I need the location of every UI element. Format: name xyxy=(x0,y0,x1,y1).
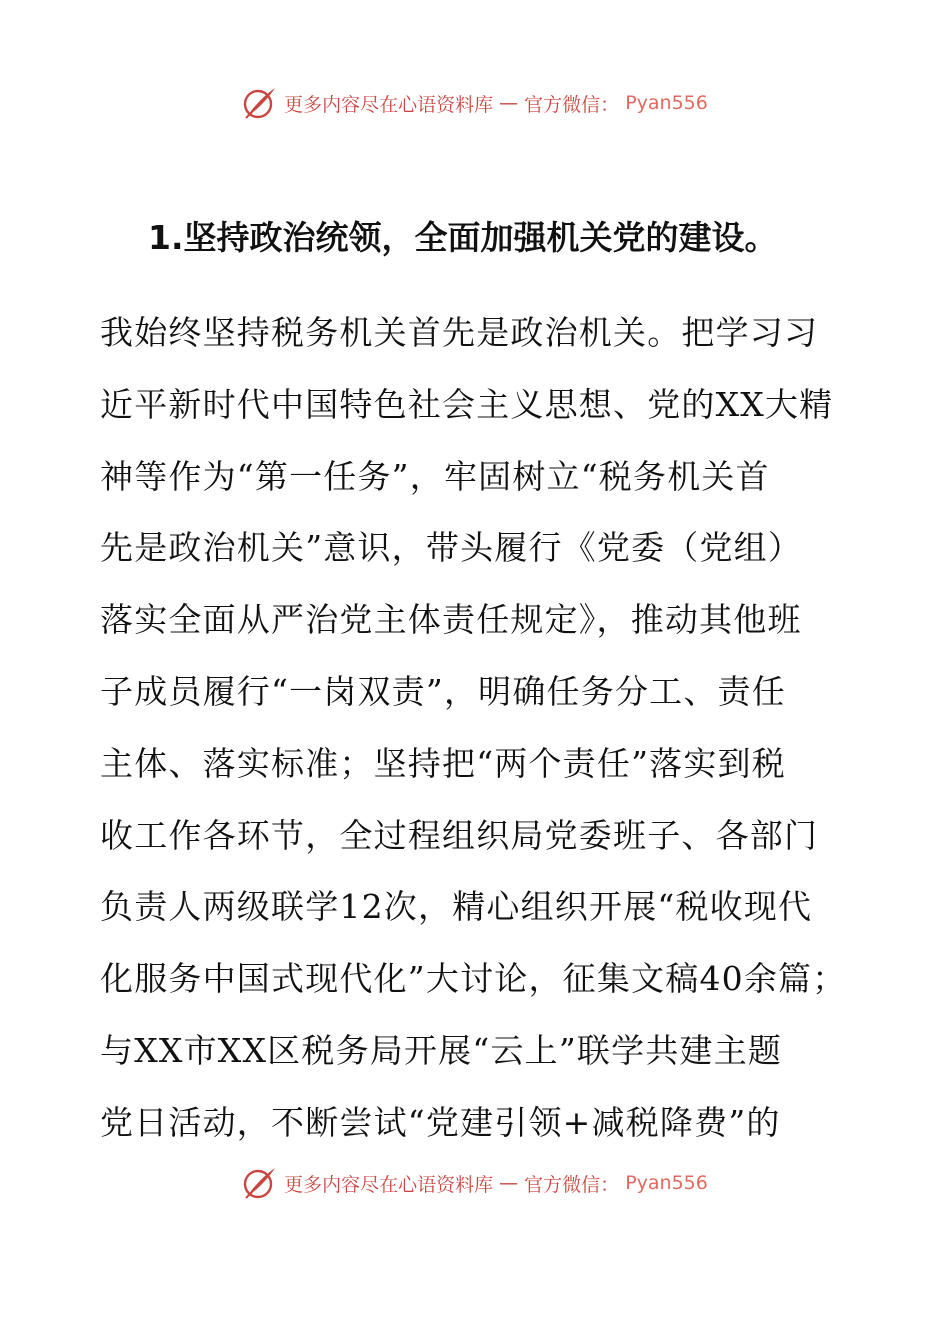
watermark-text: 更多内容尽在心语资料库 xyxy=(284,1173,494,1196)
watermark-wechat-id: Pyan556 xyxy=(625,92,708,114)
body-line: 主体、落实标准；坚持把“两个责任”落实到税 xyxy=(100,743,786,783)
body-paragraph xyxy=(100,303,860,1165)
body-line: 与XX市XX区税务局开展“云上”联学共建主题 xyxy=(100,1030,783,1070)
body-line: 落实全面从严治党主体责任规定》，推动其他班 xyxy=(100,600,802,640)
body-line: 化服务中国式现代化”大讨论，征集文稿40余篇； xyxy=(100,959,847,999)
body-line: 党日活动，不断尝试“党建引领+减税降费”的 xyxy=(100,1102,781,1142)
watermark-separator: — xyxy=(499,1172,519,1194)
header-watermark xyxy=(0,83,950,123)
watermark-wechat-id: Pyan556 xyxy=(625,1172,708,1194)
watermark-wechat-label: 官方微信： xyxy=(524,93,620,116)
quill-logo-icon xyxy=(242,1165,278,1201)
body-line: 先是政治机关”意识，带头履行《党委（党组） xyxy=(100,528,803,568)
watermark-separator: — xyxy=(499,92,519,114)
section-heading: 1.坚持政治统领，全面加强机关党的建设。 xyxy=(148,218,778,257)
body-line: 负责人两级联学12次，精心组织开展“税收现代 xyxy=(100,887,813,927)
watermark-text: 更多内容尽在心语资料库 xyxy=(284,93,494,116)
quill-logo-icon xyxy=(242,85,278,121)
body-line: 神等作为“第一任务”，牢固树立“税务机关首 xyxy=(100,456,770,496)
body-line: 子成员履行“一岗双责”，明确任务分工、责任 xyxy=(100,671,786,711)
body-line: 近平新时代中国特色社会主义思想、党的XX大精 xyxy=(100,384,834,424)
footer-watermark xyxy=(0,1163,950,1203)
body-line: 我始终坚持税务机关首先是政治机关。把学习习 xyxy=(100,313,819,352)
watermark-wechat-label: 官方微信： xyxy=(524,1173,620,1196)
body-line: 收工作各环节，全过程组织局党委班子、各部门 xyxy=(100,815,819,855)
